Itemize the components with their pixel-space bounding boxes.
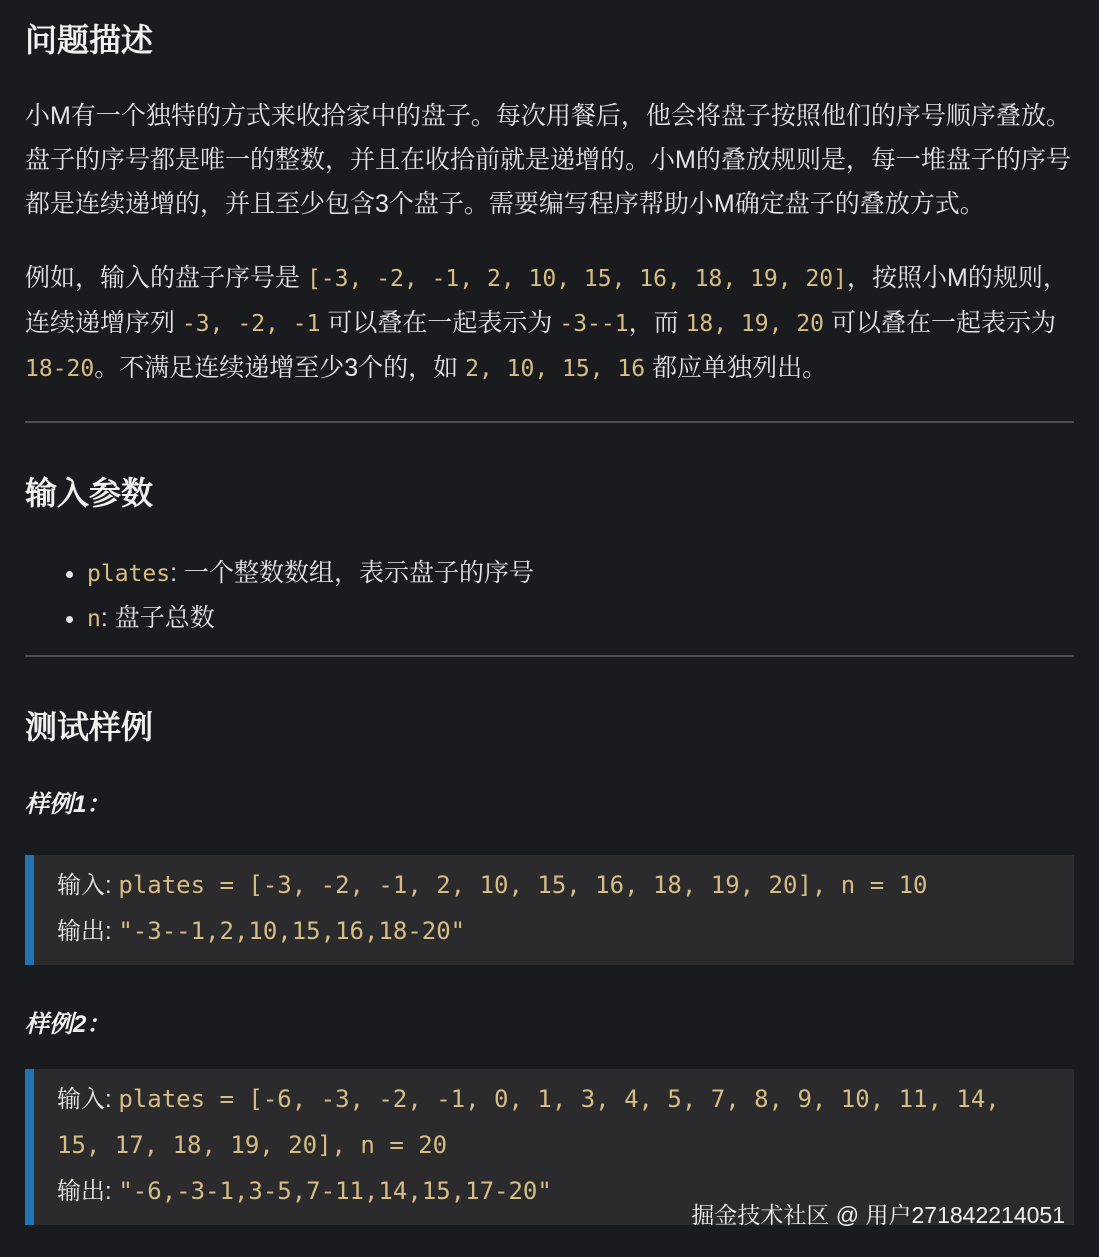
sample2-input-code: plates = [-6, -3, -2, -1, 0, 1, 3, 4, 5, 7, 8, 9, 10, 11, 14, 15, 17, 18, 19, 20], n = 20 <box>57 1085 1000 1159</box>
param-desc-n: : 盘子总数 <box>100 604 215 632</box>
inline-code-singles: 2, 10, 15, 16 <box>465 356 646 382</box>
example-text-3: 可以叠在一起表示为 <box>320 309 560 337</box>
param-name-plates: plates <box>87 561 171 587</box>
sample2-label: 样例2： <box>25 1011 111 1038</box>
inline-code-sequence-2: 18, 19, 20 <box>685 311 825 337</box>
sample1-label: 样例1： <box>25 791 111 818</box>
example-text-6: 。不满足连续递增至少3个的，如 <box>94 354 466 382</box>
sample2-input-line <box>57 1078 1054 1170</box>
sample1-input-code: plates = [-3, -2, -1, 2, 10, 15, 16, 18, 19, 20], n = 10 <box>118 871 928 899</box>
inline-code-range-1: -3--1 <box>559 311 629 337</box>
param-item-plates <box>87 551 1074 596</box>
output-label: 输出: <box>57 918 119 945</box>
example-text-2: ，按照小M的规则，连续递增序列 <box>25 264 1068 337</box>
params-list <box>25 551 1074 641</box>
param-item-n <box>87 596 1074 641</box>
sample1-input-line <box>57 864 1054 910</box>
section-divider <box>25 421 1074 423</box>
sample1-code-block <box>25 855 1074 965</box>
input-label: 输入: <box>57 872 119 899</box>
problem-paragraph-example <box>25 256 1074 391</box>
example-text-5: 可以叠在一起表示为 <box>824 309 1056 337</box>
section-title-test-samples: 测试样例 <box>25 709 154 745</box>
input-label: 输入: <box>57 1086 119 1113</box>
inline-code-plates-array: [-3, -2, -1, 2, 10, 15, 16, 18, 19, 20] <box>306 266 847 292</box>
inline-code-range-2: 18-20 <box>25 356 95 382</box>
param-name-n: n <box>87 606 101 632</box>
section-title-input-params: 输入参数 <box>25 475 154 511</box>
example-text-7: 都应单独列出。 <box>645 354 828 382</box>
section-divider <box>25 655 1074 657</box>
community-user-watermark: 掘金技术社区 @ 用户271842214051 <box>691 1202 1065 1228</box>
inline-code-sequence: -3, -2, -1 <box>181 311 321 337</box>
example-text-1: 例如，输入的盘子序号是 <box>25 264 307 292</box>
problem-paragraph-1: 小M有一个独特的方式来收拾家中的盘子。每次用餐后，他会将盘子按照他们的序号顺序叠放。盘子的序号都是唯一的整数，并且在收拾前就是递增的。小M的叠放规则是，每一堆盘子的序号都是连续递增的，并且至少包含3个盘子。需要编写程序帮助小M确定盘子的叠放方式。 <box>25 102 1071 218</box>
example-text-4: ，而 <box>628 309 686 337</box>
sample1-output-line <box>57 910 1054 956</box>
output-label: 输出: <box>57 1178 119 1205</box>
param-desc-plates: : 一个整数数组，表示盘子的序号 <box>170 559 534 587</box>
sample2-output-code: "-6,-3-1,3-5,7-11,14,15,17-20" <box>118 1177 552 1205</box>
section-title-problem-description: 问题描述 <box>25 22 154 58</box>
sample1-output-code: "-3--1,2,10,15,16,18-20" <box>118 917 466 945</box>
